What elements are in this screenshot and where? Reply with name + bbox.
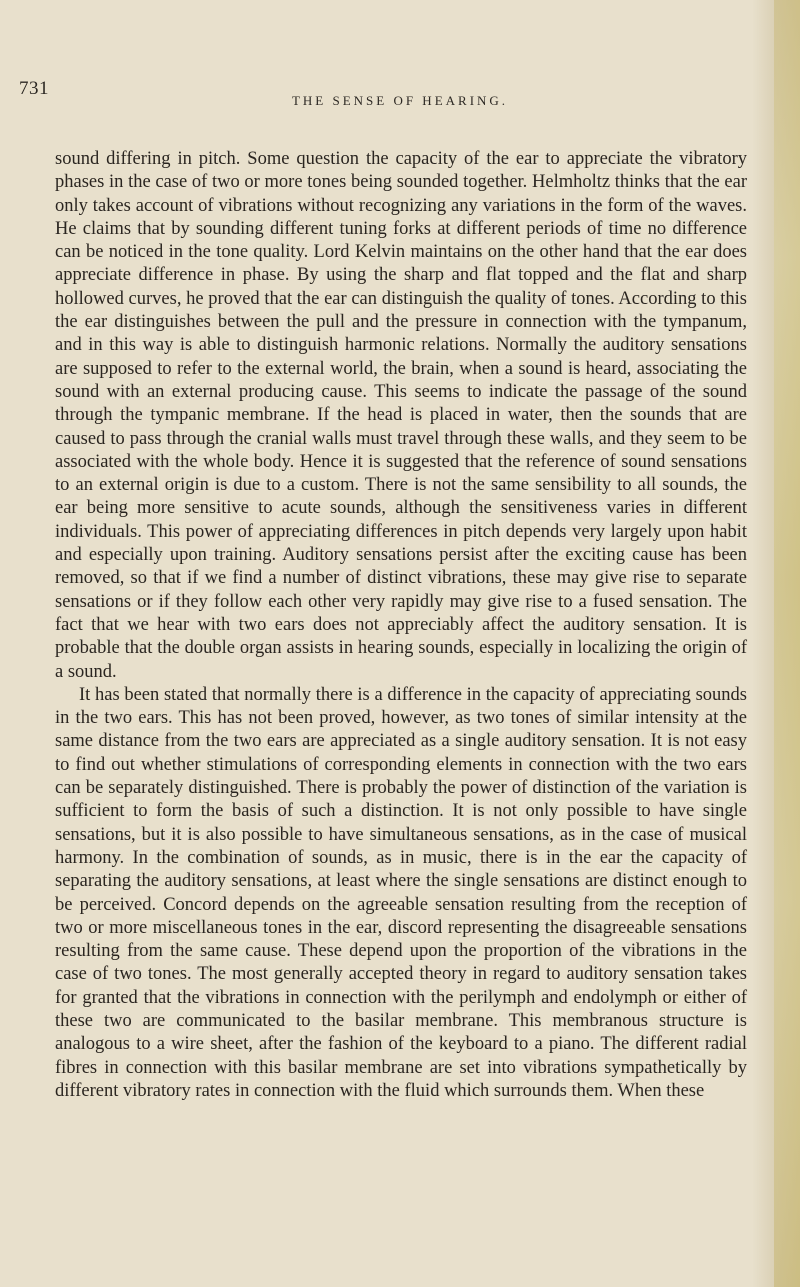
paragraph: It has been stated that normally there is a difference in the capacity of appreciating sounds in the two ears. This has not been proved, however, as two tones of similar intensity at the same distance from the two ears are appreciated as a single auditory sensation. It is not easy to find out whether stimulations of corresponding elements in connection with the two ears can be separately distinguished. There is probably the power of distinction of the variation is sufficient to form the basis of such a distinction. It is not only possible to have single sensations, but it is also possible to have simultaneous sensations, as in the case of musical harmony. In the combination of sounds, as in music, there is in the ear the capacity of separating the auditory sensations, at least where the single sensations are distinct enough to be perceived. Concord depends on the agreeable sensation resulting from the reception of two or more miscellaneous tones in the ear, discord representing the disagreeable sensations resulting from the same cause. These depend upon the proportion of the vibrations in the case of two tones. The most generally accepted theory in regard to auditory sensation takes for granted that the vibrations in connection with the perilymph and endolymph or either of these two are communicated to the basilar membrane. This membranous structure is analogous to a wire sheet, after the fashion of the keyboard to a piano. The different radial fibres in connection with this basilar membrane are set into vibrations sympathetically by different vibratory rates in connection with the fluid which surrounds them. When these: [55, 684, 747, 1101]
paragraph-continued: sound differing in pitch. Some question the capacity of the ear to appreciate the vibratory phases in the case of two or more tones being sounded together. Helmholtz thinks that the ear only takes account of vibrations without recognizing any variations in the form of the waves. He claims that by sounding different tuning forks at different periods of time no difference can be noticed in the tone quality. Lord Kelvin maintains on the other hand that the ear does appreciate difference in phase. By using the sharp and flat topped and the flat and sharp hollowed curves, he proved that the ear can distinguish the quality of tones. According to this the ear distinguishes between the pull and the pressure in connection with the tympanum, and in this way is able to distinguish harmonic relations. Normally the auditory sensations are supposed to refer to the external world, the brain, when a sound is heard, associating the sound with an external producing cause. This seems to indicate the passage of the sound through the tympanic membrane. If the head is placed in water, then the sounds that are caused to pass through the cranial walls must travel through these walls, and they seem to be associated with the whole body. Hence it is suggested that the reference of sound sensations to an external origin is due to a custom. There is not the same sensibility to all sounds, the ear being more sensitive to acute sounds, although the sensitiveness varies in different individuals. This power of appreciating differences in pitch depends very largely upon habit and especially upon training. Auditory sensations persist after the exciting cause has been removed, so that if we find a number of distinct vibrations, these may give rise to separate sensations or if they follow each other very rapidly may give rise to a fused sensation. The fact that we hear with two ears does not appreciably affect the auditory sensation. It is probable that the double organ assists in hearing sounds, especially in localizing the origin of a sound.: [55, 149, 747, 682]
body-text: [55, 148, 747, 1103]
page-number: 731: [19, 78, 49, 99]
running-head: THE SENSE OF HEARING.: [291, 93, 509, 108]
page-edge-stain: [774, 0, 800, 1287]
